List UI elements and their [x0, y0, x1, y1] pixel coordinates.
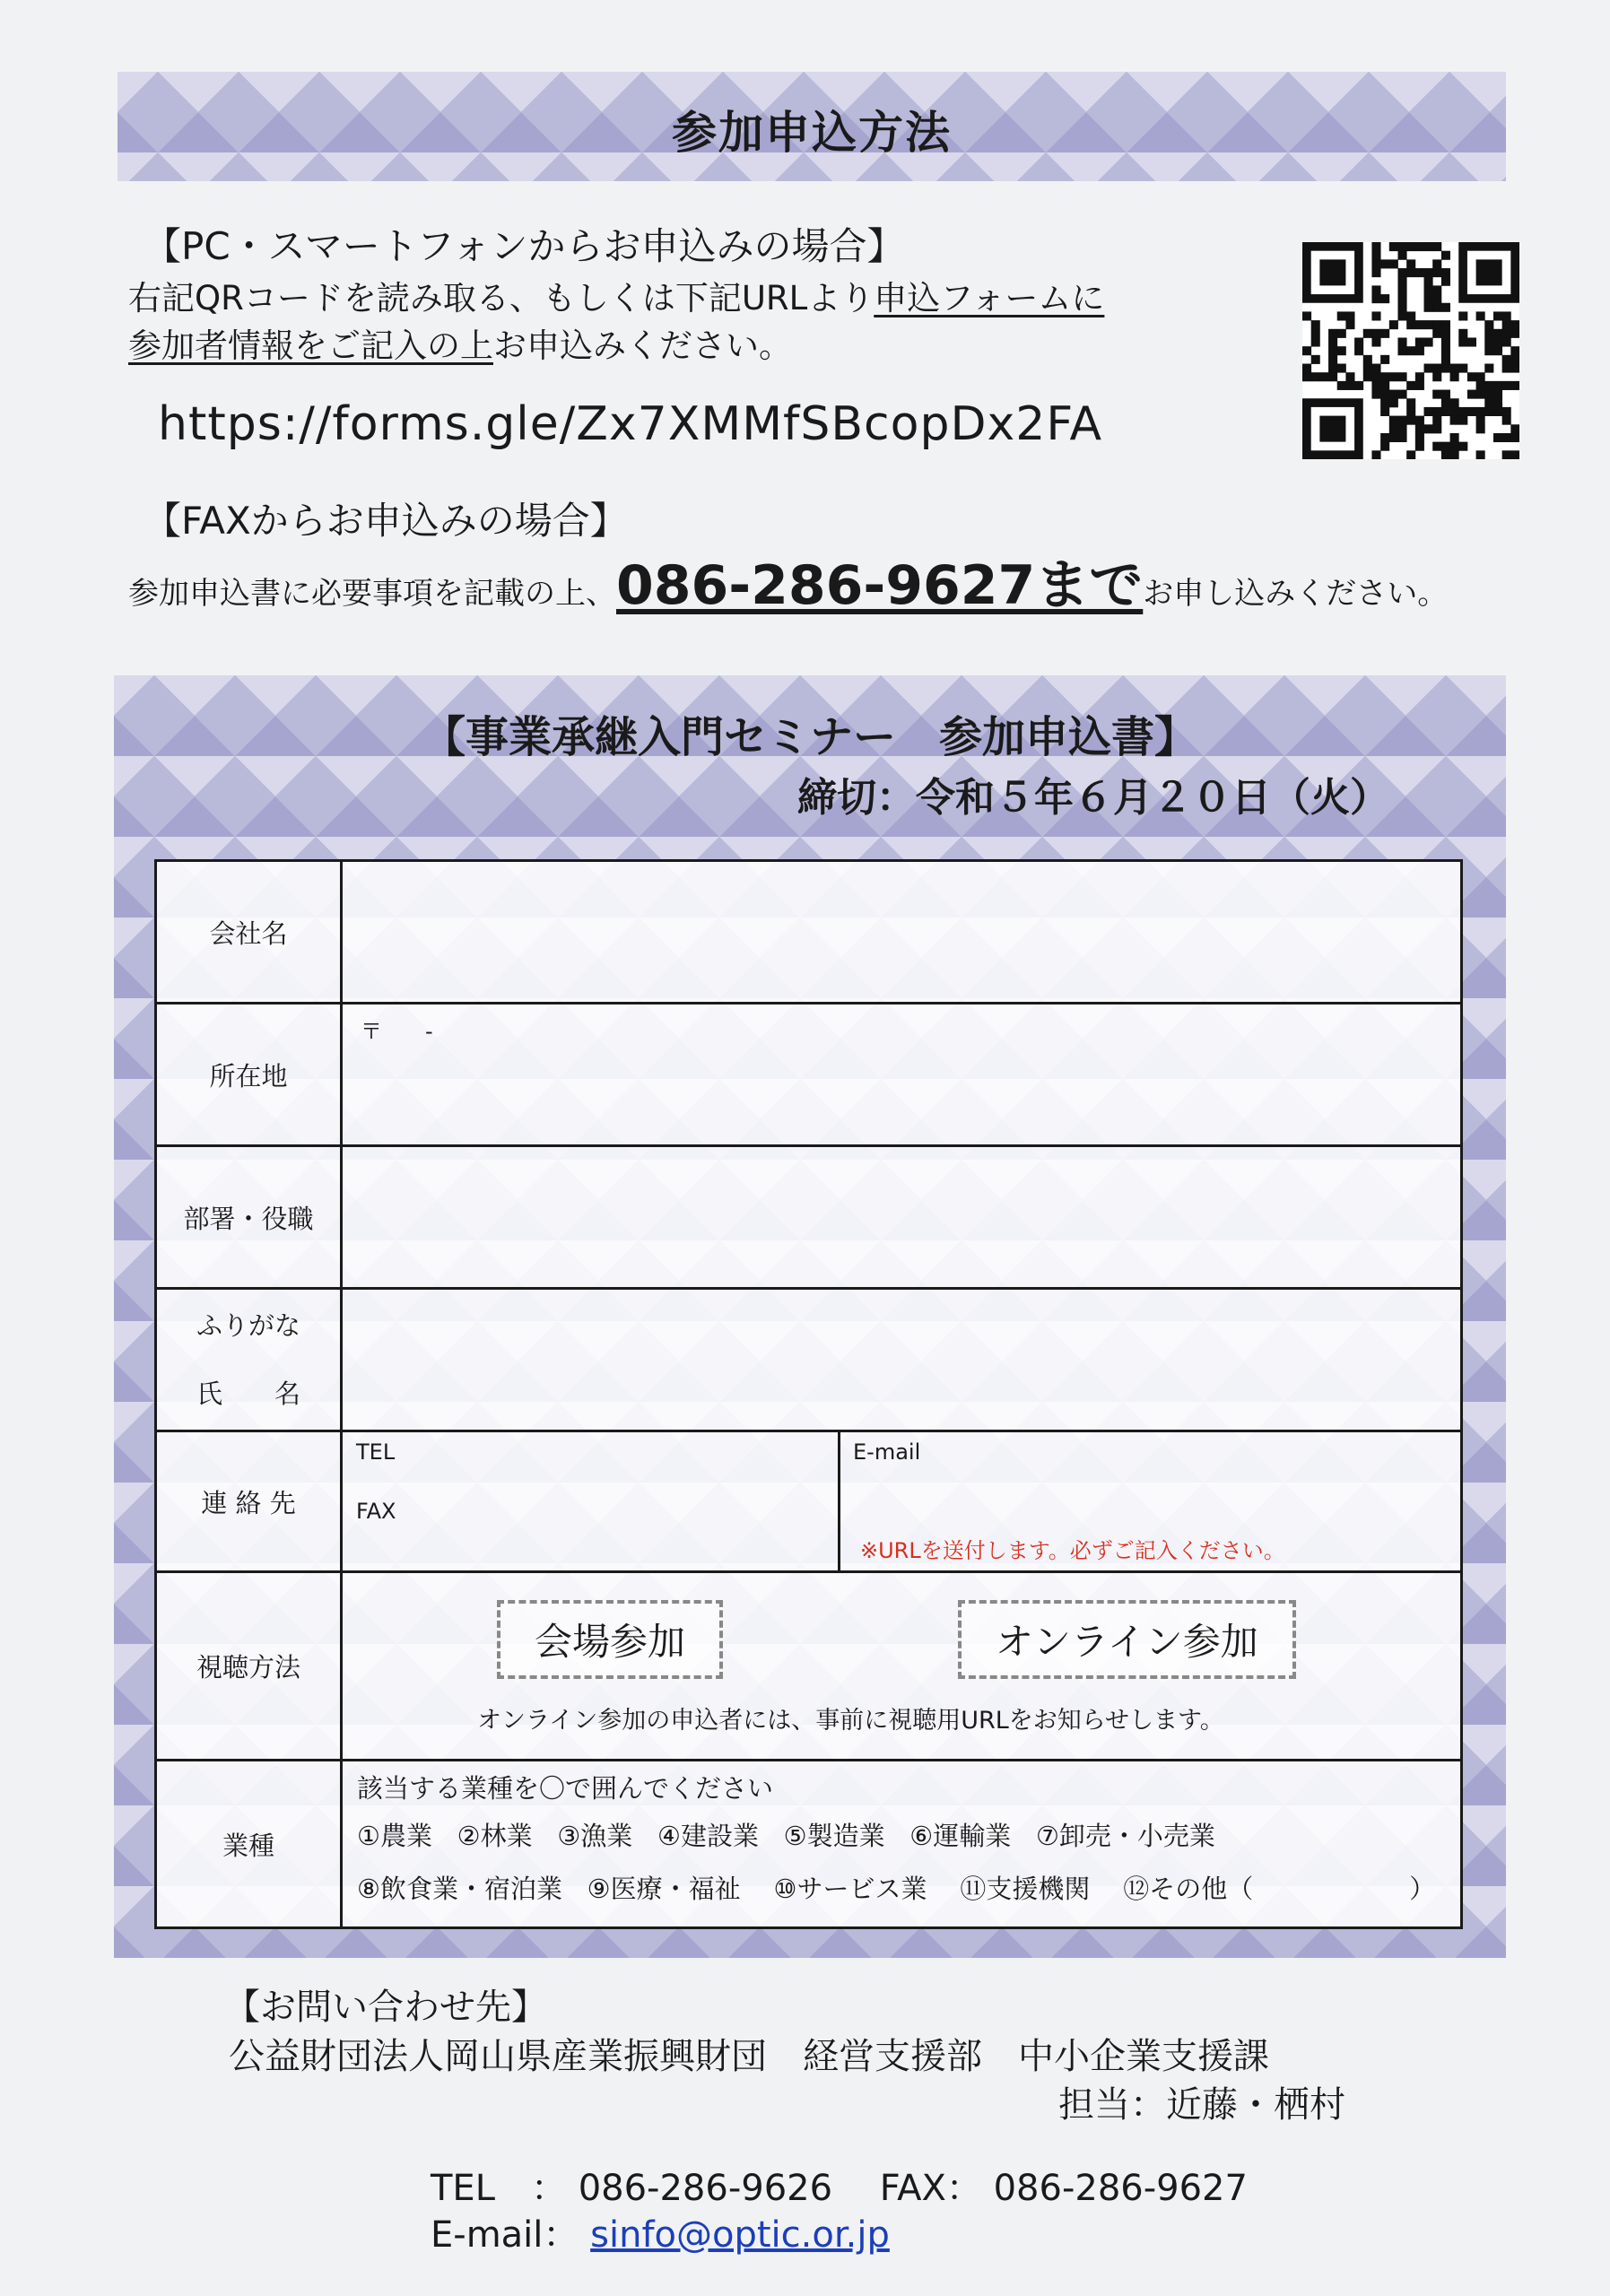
- pc-instruction-line2: [128, 318, 792, 367]
- industry-row-2: [343, 1853, 1460, 1906]
- tel-label: TEL: [356, 1439, 396, 1465]
- form-title: 【事業承継入門セミナー 参加申込書】: [422, 712, 1197, 762]
- tel-fax-field[interactable]: [342, 1431, 840, 1572]
- industry-instruction: 該当する業種を〇で囲んでください: [357, 1773, 774, 1804]
- industry-option[interactable]: ⑥運輸業: [909, 1821, 1012, 1851]
- fax-text: 参加申込書に必要事項を記載の上、: [128, 576, 616, 612]
- industry-option[interactable]: ⑪支援機関: [960, 1874, 1091, 1904]
- qr-code-icon[interactable]: [1302, 242, 1519, 459]
- label-contact: 連 絡 先: [156, 1431, 342, 1572]
- pc-text: お申込みください。: [493, 326, 792, 365]
- postal-mark: 〒 -: [361, 1019, 433, 1044]
- industry-option[interactable]: ⑧飲食業・宿泊業: [357, 1874, 562, 1904]
- online-note: オンライン参加の申込者には、事前に視聴用URLをお知らせします。: [477, 1707, 1224, 1735]
- inquiry-person: 担当：近藤・栖村: [1058, 2084, 1345, 2126]
- email-field[interactable]: [840, 1431, 1462, 1572]
- address-field[interactable]: [342, 1004, 1462, 1146]
- name-field[interactable]: [342, 1289, 1462, 1431]
- fax-heading: 【FAXからお申込みの場合】: [144, 499, 628, 543]
- inquiry-org: 公益財団法人岡山県産業振興財団 経営支援部 中小企業支援課: [229, 2036, 1269, 2077]
- header-banner: [117, 72, 1506, 181]
- fax-number: 086-286-9627まで: [616, 554, 1144, 617]
- industry-option[interactable]: ④建設業: [657, 1821, 759, 1851]
- industry-option[interactable]: ⑫その他（ ）: [1123, 1874, 1436, 1904]
- label-name-group: [156, 1289, 342, 1431]
- label-dept: 部署・役職: [156, 1146, 342, 1289]
- industry-row-1: [343, 1805, 1460, 1853]
- deadline: 締切：令和５年６月２０日（火）: [797, 775, 1389, 821]
- form-table: [154, 859, 1463, 1929]
- pc-instruction-line1: [128, 271, 1104, 319]
- inquiry-tel-fax: TEL ： 086-286-9626 FAX： 086-286-9627: [431, 2168, 1248, 2209]
- label-method: 視聴方法: [156, 1572, 342, 1761]
- pc-heading: 【PC・スマートフォンからお申込みの場合】: [144, 224, 905, 268]
- application-form: [114, 675, 1506, 1958]
- label-company: 会社名: [156, 861, 342, 1004]
- email-link[interactable]: sinfo@optic.or.jp: [590, 2214, 890, 2256]
- label-furigana: ふりがな: [196, 1310, 300, 1341]
- email-note: ※URLを送付します。必ずご記入ください。: [860, 1538, 1285, 1563]
- industry-option[interactable]: ①農業: [357, 1821, 432, 1851]
- email-label: E-mail: [853, 1439, 921, 1465]
- inquiry-heading: 【お問い合わせ先】: [224, 1987, 547, 2028]
- fax-text: お申し込みください。: [1143, 576, 1449, 612]
- industry-option[interactable]: ⑦卸売・小売業: [1035, 1821, 1215, 1851]
- industry-option[interactable]: ⑩サービス業: [773, 1874, 927, 1904]
- industry-field: [342, 1761, 1462, 1928]
- online-option[interactable]: オンライン参加: [958, 1600, 1296, 1679]
- industry-option[interactable]: ⑨医療・福祉: [587, 1874, 741, 1904]
- company-field[interactable]: [342, 861, 1462, 1004]
- form-link[interactable]: 申込フォームに: [874, 279, 1105, 317]
- form-url[interactable]: https://forms.gle/Zx7XMMfSBcopDx2FA: [158, 397, 1103, 451]
- inquiry-email-row: [431, 2206, 890, 2257]
- label-name: 氏 名: [196, 1378, 300, 1409]
- label-address: 所在地: [156, 1004, 342, 1146]
- venue-option[interactable]: 会場参加: [497, 1600, 723, 1679]
- industry-option[interactable]: ⑤製造業: [783, 1821, 885, 1851]
- fax-label: FAX: [356, 1499, 396, 1524]
- method-field: [342, 1572, 1462, 1761]
- pc-text: 右記QRコードを読み取る、もしくは下記URLより: [128, 279, 875, 317]
- email-label: E-mail：: [431, 2214, 579, 2256]
- label-industry: 業種: [156, 1761, 342, 1928]
- page-title: 参加申込方法: [672, 107, 952, 159]
- dept-field[interactable]: [342, 1146, 1462, 1289]
- industry-option[interactable]: ②林業: [457, 1821, 533, 1851]
- fax-instruction: [128, 543, 1448, 620]
- industry-option[interactable]: ③漁業: [557, 1821, 633, 1851]
- form-link-cont[interactable]: 参加者情報をご記入の上: [128, 326, 493, 365]
